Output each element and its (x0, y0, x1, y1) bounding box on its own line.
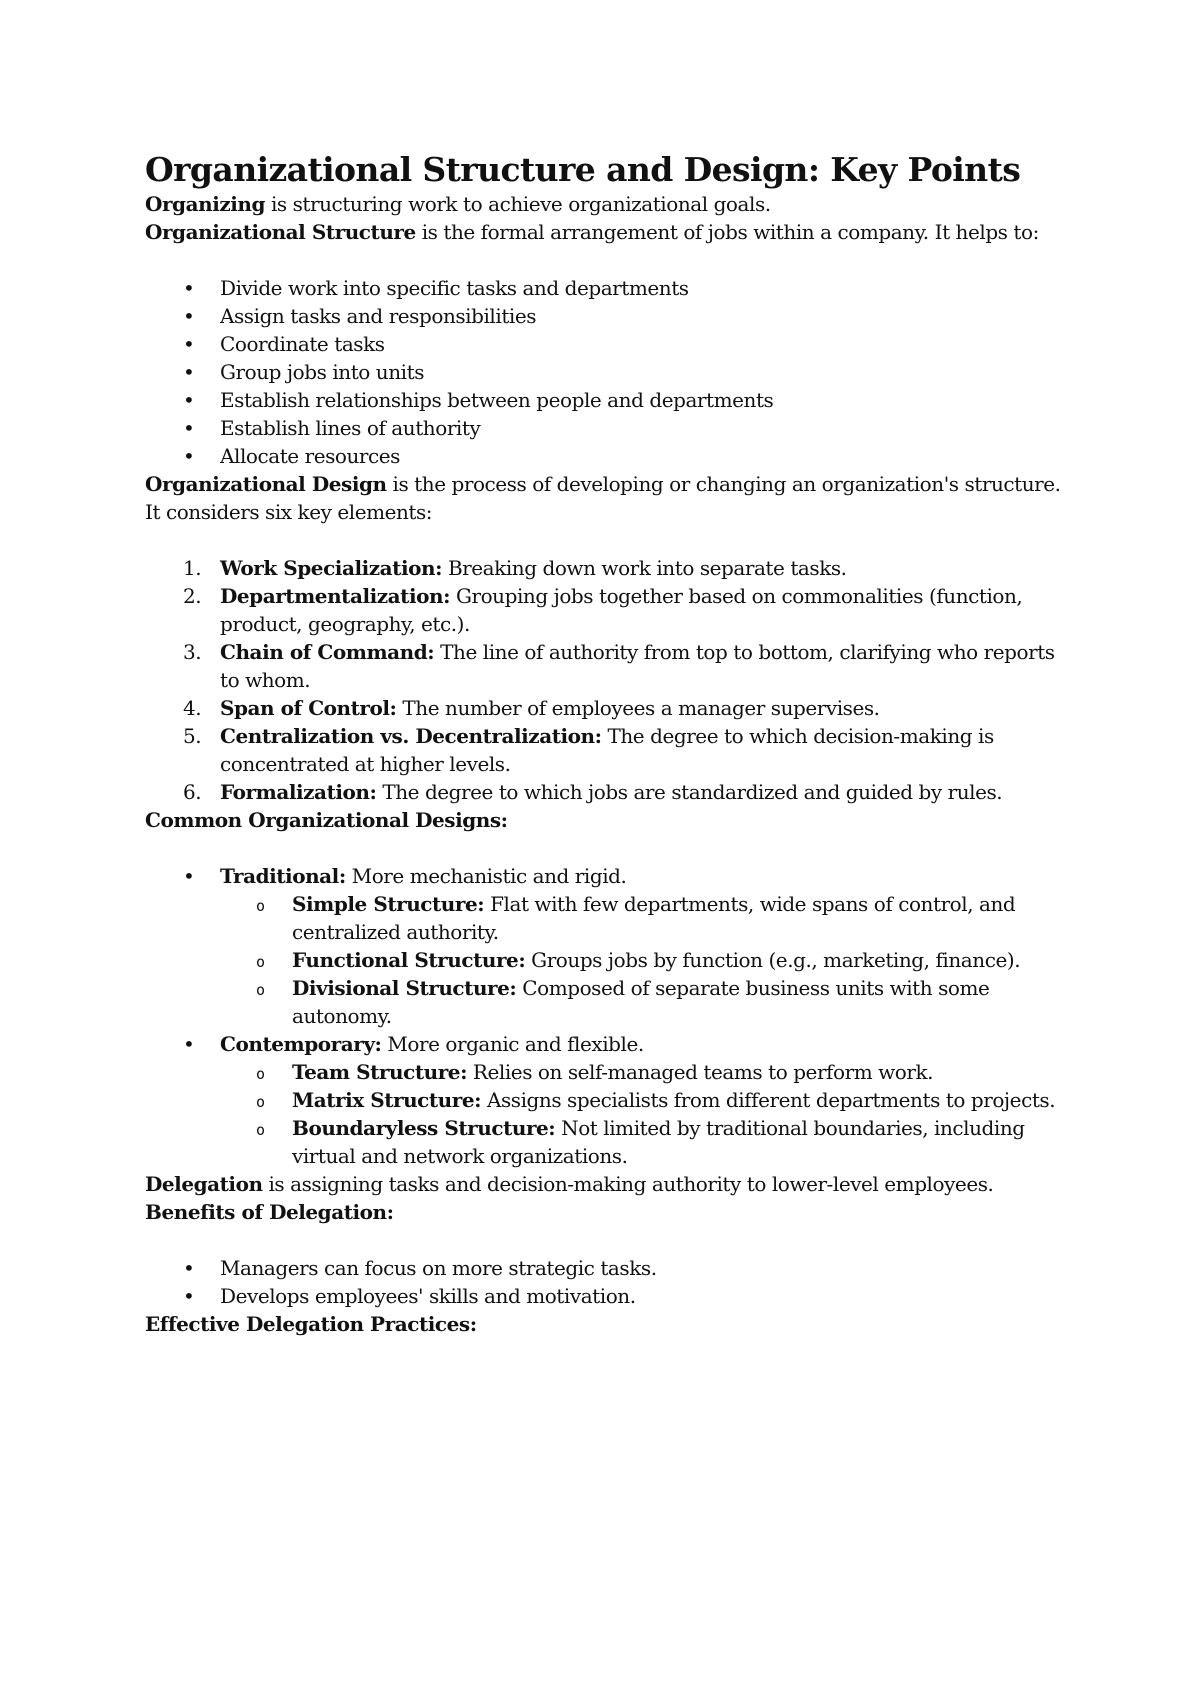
item-text: Groups jobs by function (e.g., marketing, finance). (525, 948, 1021, 972)
traditional-sublist (220, 890, 1075, 1030)
design-elements-list (145, 554, 1200, 806)
sub-list-item (220, 946, 1074, 974)
list-item: • Establish relationships between people and departments (145, 386, 1075, 414)
item-text: More mechanistic and rigid. (345, 864, 627, 888)
item-text: More organic and flexible. (381, 1032, 644, 1056)
list-item: • Coordinate tasks (145, 330, 1075, 358)
item-text: Grouping jobs together based on commonalities (function, product, geography, etc.). (220, 584, 1023, 636)
list-item (145, 638, 1075, 694)
common-designs-heading-text: Common Organizational Designs: (145, 808, 508, 832)
list-item (145, 554, 1075, 582)
delegation-text: is assigning tasks and decision-making authority to lower-level employees. (262, 1172, 994, 1196)
list-item: • Allocate resources (145, 442, 1075, 470)
item-text: Not limited by traditional boundaries, including virtual and network organizations. (292, 1116, 1025, 1168)
structure-text: is the formal arrangement of jobs within a company. It helps to: (415, 220, 1039, 244)
item-text: Composed of separate business units with some autonomy. (292, 976, 990, 1028)
organizing-text: is structuring work to achieve organizational goals. (265, 192, 771, 216)
design-paragraph (145, 470, 1075, 526)
item-term: Departmentalization: (220, 584, 451, 608)
item-text: The degree to which jobs are standardized and guided by rules. (376, 780, 1003, 804)
item-text: Breaking down work into separate tasks. (442, 556, 847, 580)
contemporary-sublist (220, 1058, 1075, 1170)
item-text: Flat with few departments, wide spans of control, and centralized authority. (292, 892, 1016, 944)
item-term: Matrix Structure: (292, 1088, 482, 1112)
item-text: Relies on self-managed teams to perform work. (467, 1060, 934, 1084)
structure-term: Organizational Structure (145, 220, 416, 244)
list-item: • Develops employees' skills and motivation. (145, 1282, 1075, 1310)
item-term: Work Specialization: (220, 556, 443, 580)
practices-heading-text: Effective Delegation Practices: (145, 1312, 477, 1336)
item-term: Formalization: (220, 780, 377, 804)
organizing-paragraph (145, 190, 1075, 218)
item-term: Team Structure: (292, 1060, 468, 1084)
design-term: Organizational Design (145, 472, 387, 496)
list-item: • Divide work into specific tasks and departments (145, 274, 1075, 302)
page-title: Organizational Structure and Design: Key Points (145, 150, 1021, 189)
sub-list-item (220, 1086, 1074, 1114)
sub-list-item (220, 974, 1074, 1030)
item-text: The number of employees a manager supervises. (396, 696, 880, 720)
item-text: Assigns specialists from different departments to projects. (481, 1088, 1056, 1112)
sub-list-item (220, 1114, 1074, 1170)
item-number: 6. (183, 780, 202, 804)
list-item: • Group jobs into units (145, 358, 1075, 386)
item-number: 2. (183, 584, 202, 608)
list-item-traditional (145, 862, 1075, 1030)
item-number: 4. (183, 696, 202, 720)
item-number: 1. (183, 556, 202, 580)
item-term: Boundaryless Structure: (292, 1116, 556, 1140)
benefits-heading-text: Benefits of Delegation: (145, 1200, 394, 1224)
item-text: The degree to which decision-making is concentrated at higher levels. (220, 724, 994, 776)
item-term: Chain of Command: (220, 640, 435, 664)
item-term: Divisional Structure: (292, 976, 517, 1000)
item-term: Span of Control: (220, 696, 397, 720)
item-text: The line of authority from top to bottom, clarifying who reports to whom. (220, 640, 1055, 692)
item-term: Centralization vs. Decentralization: (220, 724, 602, 748)
list-item (145, 694, 1075, 722)
practices-heading (145, 1310, 1075, 1338)
delegation-paragraph (145, 1170, 1075, 1198)
item-number: 3. (183, 640, 202, 664)
list-item: • Establish lines of authority (145, 414, 1075, 442)
item-term: Traditional: (220, 864, 346, 888)
item-term: Contemporary: (220, 1032, 382, 1056)
sub-list-item (220, 1058, 1074, 1086)
item-term: Functional Structure: (292, 948, 526, 972)
list-item: • Assign tasks and responsibilities (145, 302, 1075, 330)
structure-list (145, 274, 1200, 470)
sub-list-item (220, 890, 1074, 946)
list-item (145, 722, 1075, 778)
common-designs-heading (145, 806, 1075, 834)
delegation-term: Delegation (145, 1172, 263, 1196)
list-item (145, 778, 1075, 806)
organizing-term: Organizing (145, 192, 266, 216)
benefits-list (145, 1254, 1200, 1310)
item-number: 5. (183, 724, 202, 748)
item-term: Simple Structure: (292, 892, 485, 916)
list-item: • Managers can focus on more strategic tasks. (145, 1254, 1075, 1282)
benefits-heading (145, 1198, 1075, 1226)
design-text: is the process of developing or changing an organization's structure. It considers six key elements: (145, 472, 1061, 524)
list-item (145, 582, 1075, 638)
structure-paragraph (145, 218, 1075, 246)
list-item-contemporary (145, 1030, 1075, 1170)
common-designs-list (145, 862, 1200, 1170)
